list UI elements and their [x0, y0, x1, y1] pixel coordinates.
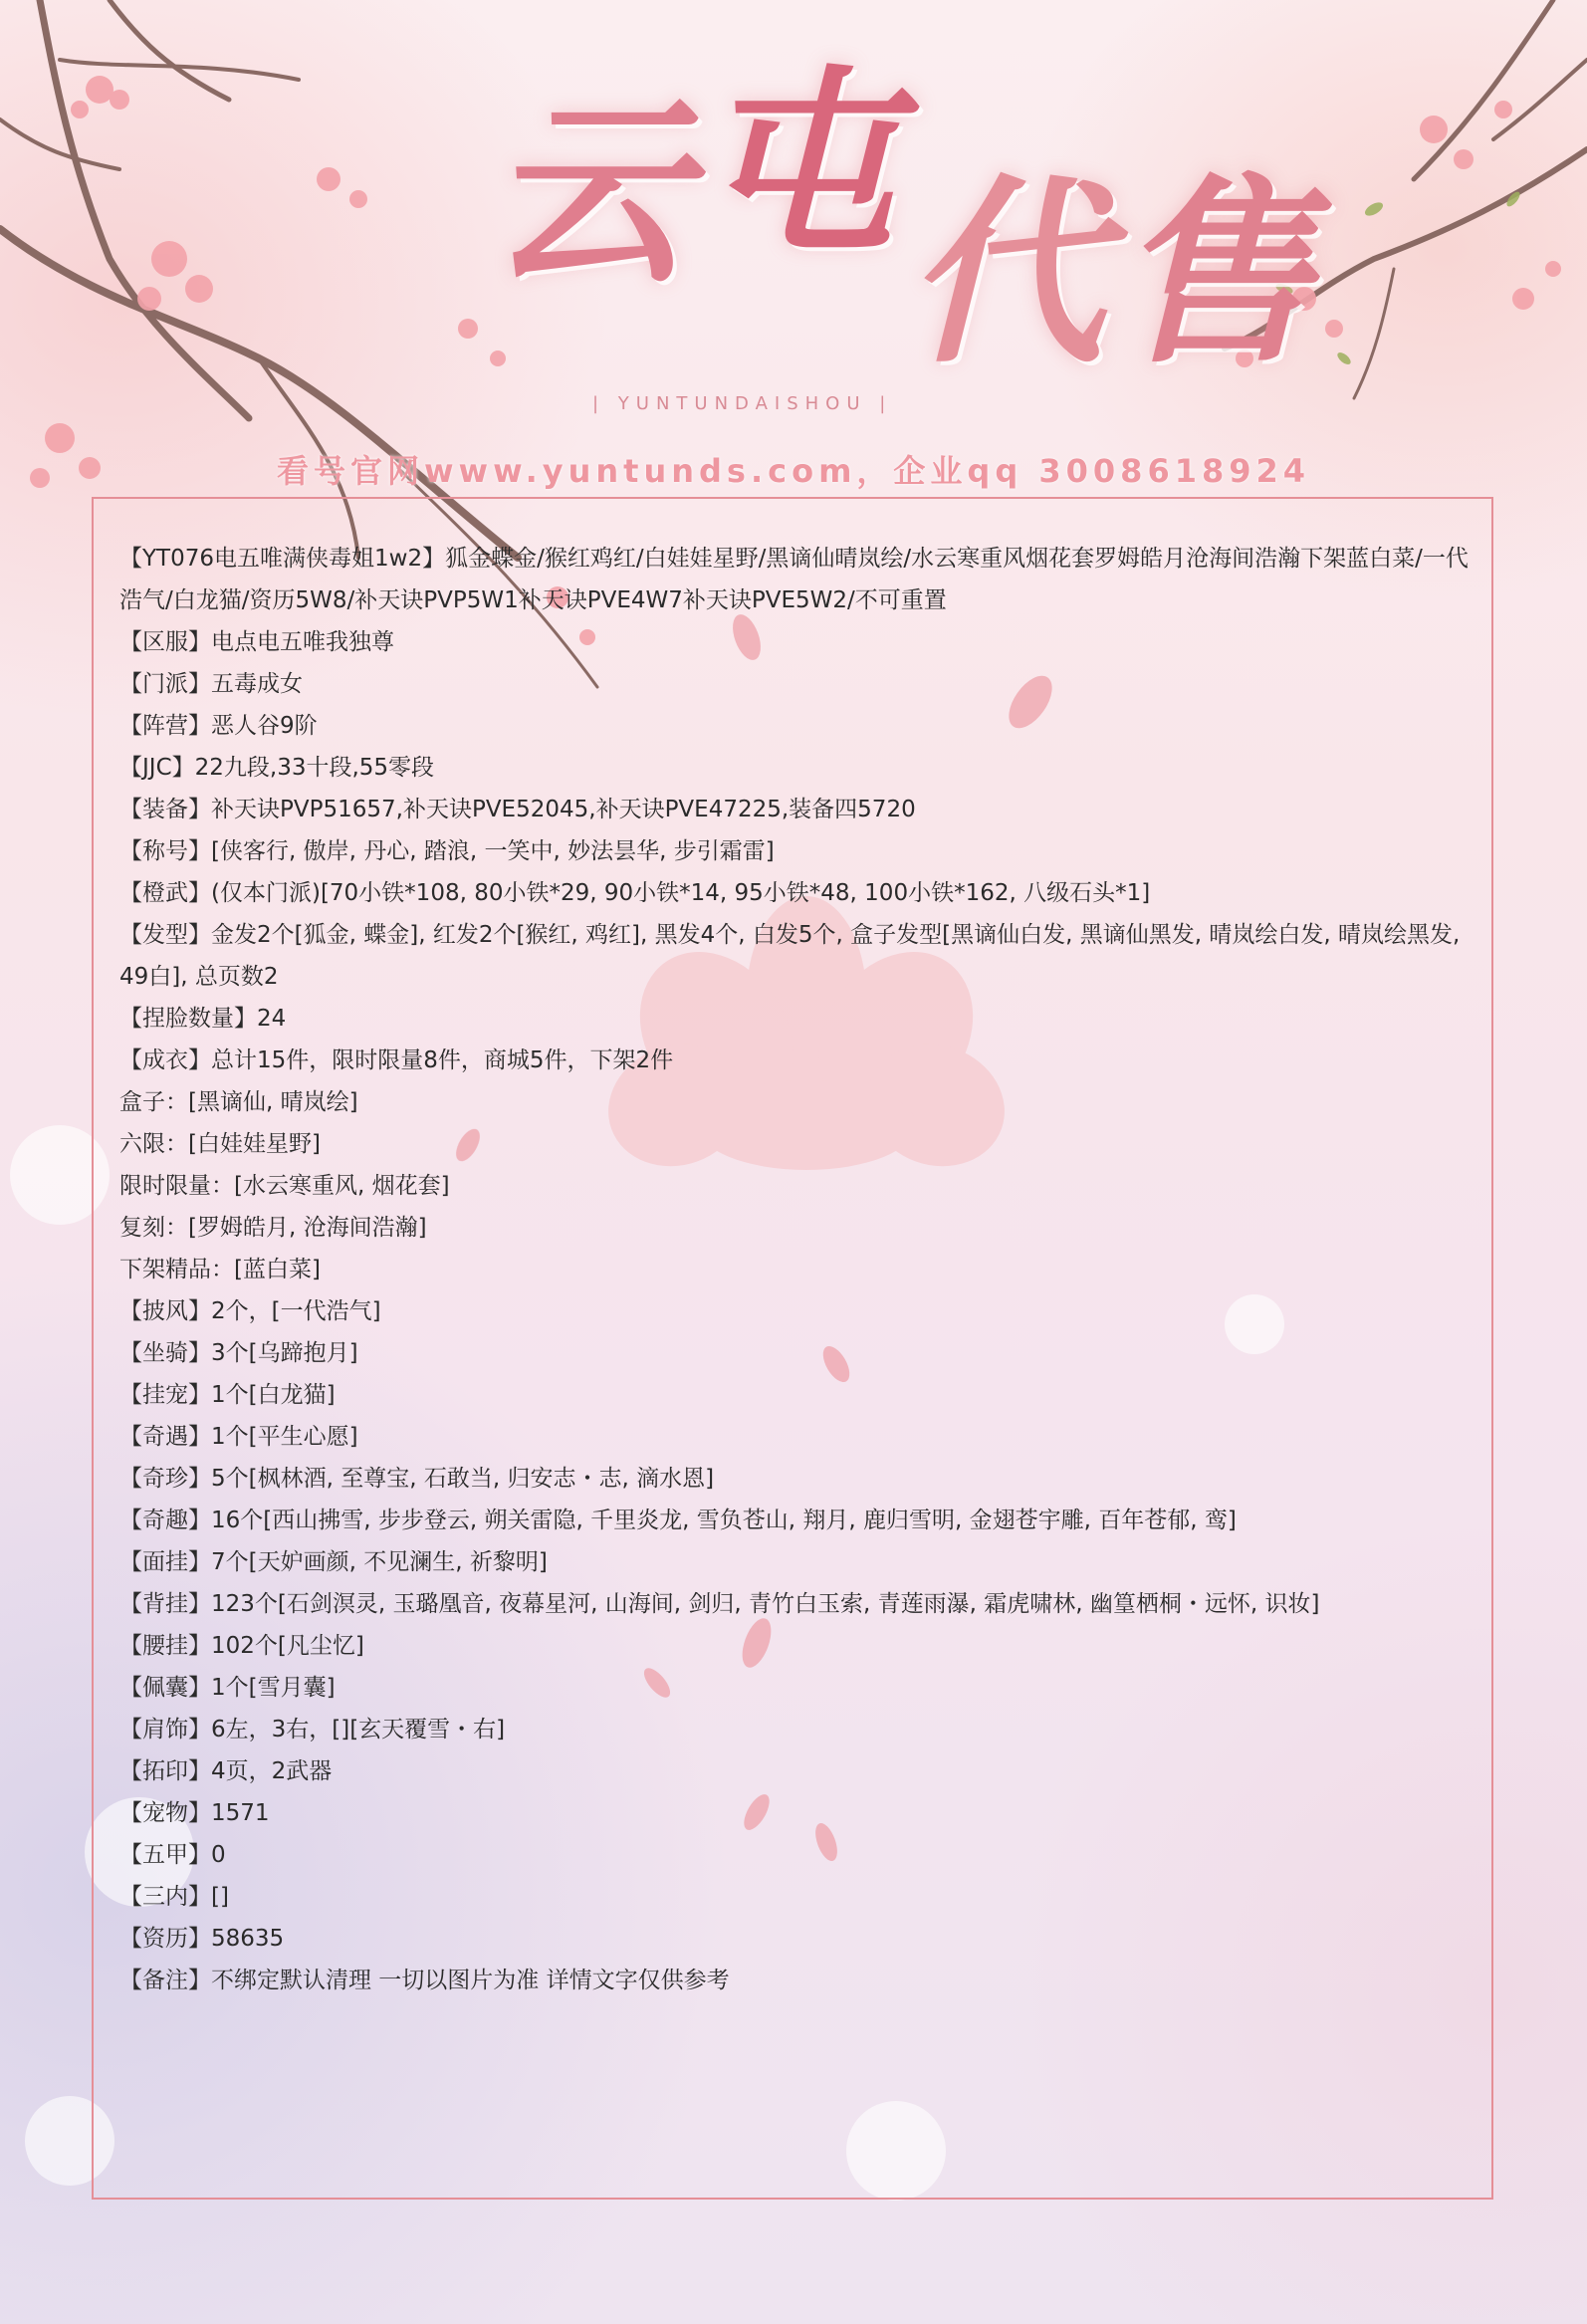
listing-face-pendant: 【面挂】7个[天妒画颜, 不见澜生, 祈黎明] [119, 1549, 548, 1575]
listing-adventure: 【奇遇】1个[平生心愿] [119, 1424, 358, 1450]
listing-remarks: 【备注】不绑定默认清理 一切以图片为准 详情文字仅供参考 [119, 1968, 730, 1993]
listing-orange-weapon: 【橙武】(仅本门派)[70小铁*108, 80小铁*29, 90小铁*14, 95小铁*48, 100小铁*162, 八级石头*1] [119, 880, 1151, 906]
listing-pet-pendant: 【挂宠】1个[白龙猫] [119, 1382, 336, 1408]
listing-box-outfits: 盒子：[黑谪仙, 晴岚绘] [119, 1089, 358, 1115]
listing-pets: 【宠物】1571 [119, 1800, 270, 1826]
account-listing [119, 538, 1474, 2001]
listing-mount: 【坐骑】3个[乌蹄抱月] [119, 1340, 358, 1366]
listing-treasures: 【奇珍】5个[枫林酒, 至尊宝, 石敢当, 归安志・志, 滴水恩] [119, 1466, 715, 1492]
logo-text: 云屯代售 [488, 47, 1325, 390]
listing-hairstyles: 【发型】金发2个[狐金, 蝶金], 红发2个[猴红, 鸡红], 黑发4个, 白发5个, 盒子发型[黑谪仙白发, 黑谪仙黑发, 晴岚绘白发, 晴岚绘黑发, 49白], 总页数2 [119, 922, 1461, 990]
listing-school: 【门派】五毒成女 [119, 671, 303, 697]
contact-tagline: 看号官网www.yuntunds.com，企业qq 3008618924 [276, 452, 1311, 490]
listing-camp: 【阵营】恶人谷9阶 [119, 713, 318, 739]
logo-subtitle: | YUNTUNDAISHOU | [592, 393, 893, 414]
listing-jjc: 【JJC】22九段,33十段,55零段 [119, 755, 435, 781]
listing-seniority: 【资历】58635 [119, 1926, 285, 1952]
listing-title: 【YT076电五唯满侠毒姐1w2】狐金蝶金/猴红鸡红/白娃娃星野/黑谪仙晴岚绘/水云寒重风烟花套罗姆皓月沧海间浩瀚下架蓝白菜/一代浩气/白龙猫/资历5W8/补天诀PVP5W1补天诀PVE4W7补天诀PVE5W2/不可重置 [119, 546, 1469, 613]
listing-pouch: 【佩囊】1个[雪月囊] [119, 1675, 336, 1701]
listing-face-count: 【捏脸数量】24 [119, 1006, 287, 1032]
listing-outfits: 【成衣】总计15件，限时限量8件，商城5件，下架2件 [119, 1047, 674, 1073]
listing-five-armor: 【五甲】0 [119, 1842, 226, 1868]
listing-three-inner: 【三内】[] [119, 1884, 229, 1910]
listing-equipment: 【装备】补天诀PVP51657,补天诀PVE52045,补天诀PVE47225,装备四5720 [119, 797, 916, 822]
listing-titles: 【称号】[侠客行, 傲岸, 丹心, 踏浪, 一笑中, 妙法昙华, 步引霜雷] [119, 838, 775, 864]
listing-server: 【区服】电点电五唯我独尊 [119, 629, 394, 655]
listing-six-limited: 六限：[白娃娃星野] [119, 1131, 321, 1157]
listing-cloak: 【披风】2个，[一代浩气] [119, 1298, 381, 1324]
listing-waist-pendant: 【腰挂】102个[凡尘忆] [119, 1633, 364, 1659]
listing-limited-edition: 限时限量：[水云寒重风, 烟花套] [119, 1173, 450, 1199]
listing-reprint: 复刻：[罗姆皓月, 沧海间浩瀚] [119, 1215, 427, 1241]
listing-fun-items: 【奇趣】16个[西山拂雪, 步步登云, 朔关雷隐, 千里炎龙, 雪负苍山, 翔月, 鹿归雪明, 金翅苍宇雕, 百年苍郁, 鸾] [119, 1508, 1237, 1533]
listing-back-pendant: 【背挂】123个[石剑溟灵, 玉璐凰音, 夜幕星河, 山海间, 剑归, 青竹白玉索, 青莲雨瀑, 霜虎啸林, 幽篁栖桐・远怀, 识妆] [119, 1591, 1320, 1617]
brand-logo [438, 47, 1325, 428]
listing-rubbing: 【拓印】4页，2武器 [119, 1758, 333, 1784]
listing-delisted: 下架精品：[蓝白菜] [119, 1257, 321, 1282]
listing-shoulder: 【肩饰】6左，3右，[][玄天覆雪・右] [119, 1717, 506, 1743]
